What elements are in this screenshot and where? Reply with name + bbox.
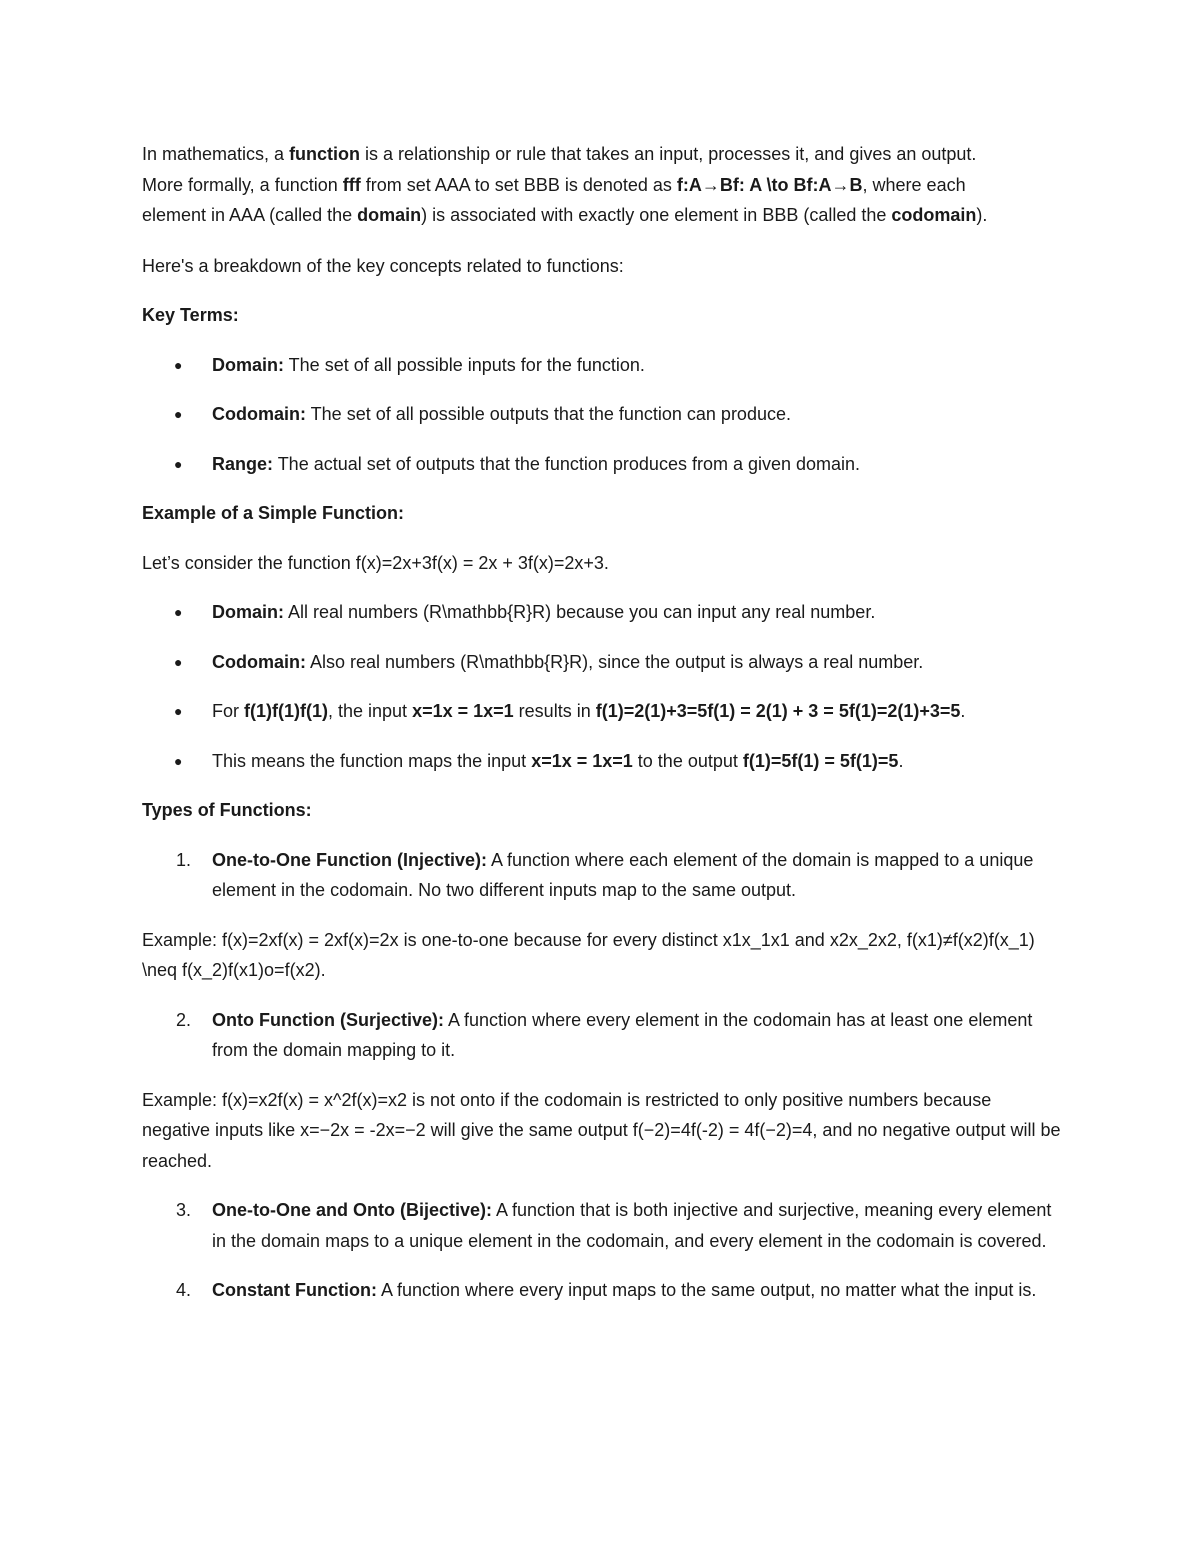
key-terms-heading: Key Terms:: [142, 305, 239, 325]
key-terms-list: [142, 350, 1062, 480]
document-page: [142, 139, 1062, 1325]
list-item: 3. One-to-One and Onto (Bijective): A function that is both injective and surjective, meaning every element in the domain maps to a unique element in the codomain, and every element in the codomain is covered.: [176, 1200, 1052, 1251]
list-item: ● Domain: All real numbers (R\mathbb{R}R) because you can input any real number.: [142, 597, 1062, 628]
bullet-icon: ●: [174, 604, 183, 620]
example-one-to-one: Example: f(x)=2xf(x) = 2xf(x)=2x is one-to-one because for every distinct x1x_1x1 and x2x_2x2, f(x1)≠f(x2)f(x_1) \neq f(x_2)f(x1)o=f(x2).: [142, 929, 1035, 980]
math-mapping: f:A→Bf: A \to Bf:A→B: [676, 174, 863, 195]
example-onto: Example: f(x)=x2f(x) = x^2f(x)=x2 is not onto if the codomain is restricted to only positive numbers because negative inputs like x=−2x = -2x=−2 will give the same output f(−2)=4f(-2) = 4f(−2)=4, and no negative output will be reached.: [142, 1089, 1061, 1171]
domain-term: domain: [357, 205, 422, 225]
list-item: ● Domain: The set of all possible inputs for the function.: [142, 350, 1062, 381]
codomain-term: codomain: [891, 205, 977, 225]
bullet-icon: ●: [174, 752, 183, 769]
list-item: ● This means the function maps the input x=1x = 1x=1 to the output f(1)=5f(1) = 5f(1)=5.: [142, 746, 1062, 777]
list-item: ● Codomain: Also real numbers (R\mathbb{R}R), since the output is always a real number.: [142, 647, 1062, 678]
list-item: 1. One-to-One Function (Injective): A function where each element of the domain is mapped to a unique element in the codomain. No two different inputs map to the same output.: [176, 849, 1034, 900]
types-list-1: [142, 845, 1062, 906]
function-term: function: [289, 144, 361, 164]
math-f: fff: [342, 174, 361, 195]
types-list-3: [142, 1195, 1062, 1306]
list-item: 2. Onto Function (Surjective): A function where every element in the codomain has at least one element from the domain mapping to it.: [176, 1009, 1033, 1060]
bullet-icon: ●: [174, 455, 183, 472]
list-item: ● For f(1)f(1)f(1), the input x=1x = 1x=1 results in f(1)=2(1)+3=5f(1) = 2(1) + 3 = 5f(1)=2(1)+3=5.: [142, 696, 1062, 727]
list-item: ● Range: The actual set of outputs that the function produces from a given domain.: [142, 449, 1062, 480]
types-list-2: [142, 1005, 1062, 1066]
list-item: 4. Constant Function: A function where every input maps to the same output, no matter what the input is.: [176, 1280, 1037, 1300]
bullet-icon: ●: [174, 653, 183, 670]
intro-paragraph: In mathematics, a function is a relationship or rule that takes an input, processes it, and gives an output. More formally, a function fff from set AAA to set BBB is denoted as f:A→Bf: A \to Bf:A→B, where each element in AAA (called the domain) is associated with exactly one element in BBB (called the codomain).: [142, 144, 988, 225]
bullet-icon: ●: [174, 703, 183, 719]
types-heading: Types of Functions:: [142, 800, 312, 820]
example-heading: Example of a Simple Function:: [142, 503, 405, 523]
breakdown-text: Here's a breakdown of the key concepts related to functions:: [142, 255, 624, 276]
bullet-icon: ●: [174, 356, 183, 373]
example-list: [142, 597, 1062, 776]
bullet-icon: ●: [174, 406, 183, 422]
list-item: ● Codomain: The set of all possible outputs that the function can produce.: [142, 399, 1062, 430]
example-intro: Let’s consider the function f(x)=2x+3f(x) = 2x + 3f(x)=2x+3.: [142, 552, 609, 573]
